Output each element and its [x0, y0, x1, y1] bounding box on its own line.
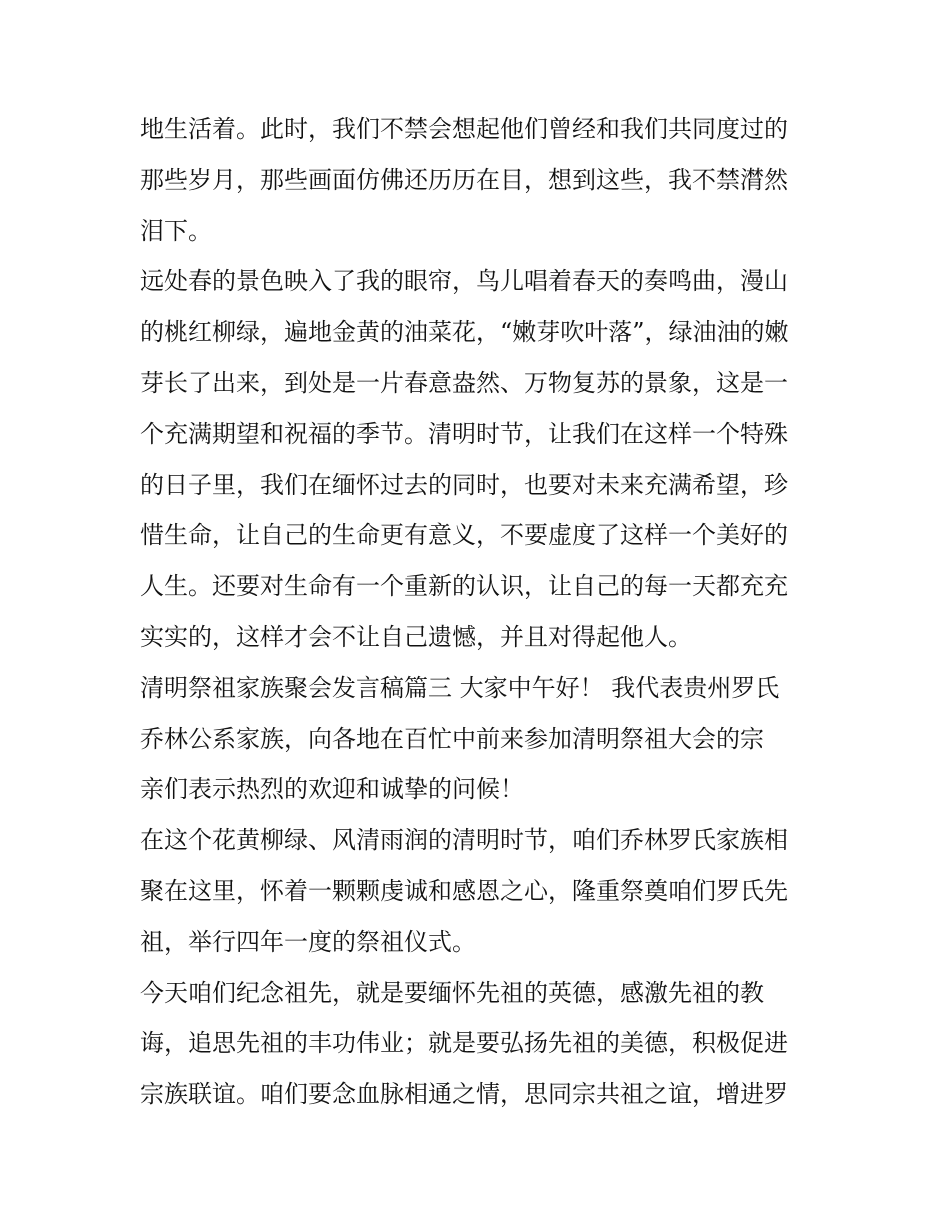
- text-line: 聚在这里，怀着一颗颗虔诚和感恩之心，隆重祭奠咱们罗氏先: [140, 876, 788, 905]
- text-line: 的日子里，我们在缅怀过去的同时，也要对未来充满希望，珍: [140, 470, 788, 499]
- text-line: 人生。还要对生命有一个重新的认识，让自己的每一天都充充: [140, 572, 788, 601]
- body-text: [140, 104, 830, 1120]
- section-heading-line: 清明祭祖家族聚会发言稿篇三 大家中午好！ 我代表贵州罗氏: [140, 673, 780, 702]
- text-line: 亲们表示热烈的欢迎和诚挚的问候！: [140, 775, 524, 804]
- text-line: 芽长了出来，到处是一片春意盎然、万物复苏的景象，这是一: [140, 368, 788, 397]
- text-line: 地生活着。此时，我们不禁会想起他们曾经和我们共同度过的: [140, 115, 788, 143]
- text-line: 诲，追思先祖的丰功伟业；就是要弘扬先祖的美德，积极促进: [140, 1029, 788, 1058]
- text-line: 那些岁月，那些画面仿佛还历历在目，想到这些，我不禁潸然: [140, 165, 788, 194]
- text-line: 远处春的景色映入了我的眼帘，鸟儿唱着春天的奏鸣曲，漫山: [140, 267, 788, 296]
- text-line: 今天咱们纪念祖先，就是要缅怀先祖的英德，感激先祖的教: [140, 978, 764, 1007]
- text-line: 惜生命，让自己的生命更有意义，不要虚度了这样一个美好的: [140, 521, 788, 550]
- text-line: 个充满期望和祝福的季节。清明时节，让我们在这样一个特殊: [140, 419, 788, 448]
- text-line: 的桃红柳绿，遍地金黄的油菜花，“嫩芽吹叶落”，绿油油的嫩: [140, 318, 789, 347]
- text-line: 在这个花黄柳绿、风清雨润的清明时节，咱们乔林罗氏家族相: [140, 826, 788, 855]
- text-line: 宗族联谊。咱们要念血脉相通之情，思同宗共祖之谊，增进罗: [140, 1080, 788, 1109]
- text-line: 祖，举行四年一度的祭祖仪式。: [140, 927, 476, 956]
- text-line: 乔林公系家族，向各地在百忙中前来参加清明祭祖大会的宗: [140, 724, 764, 753]
- text-line: 实实的，这样才会不让自己遗憾，并且对得起他人。: [140, 622, 692, 651]
- text-line: 泪下。: [140, 216, 212, 245]
